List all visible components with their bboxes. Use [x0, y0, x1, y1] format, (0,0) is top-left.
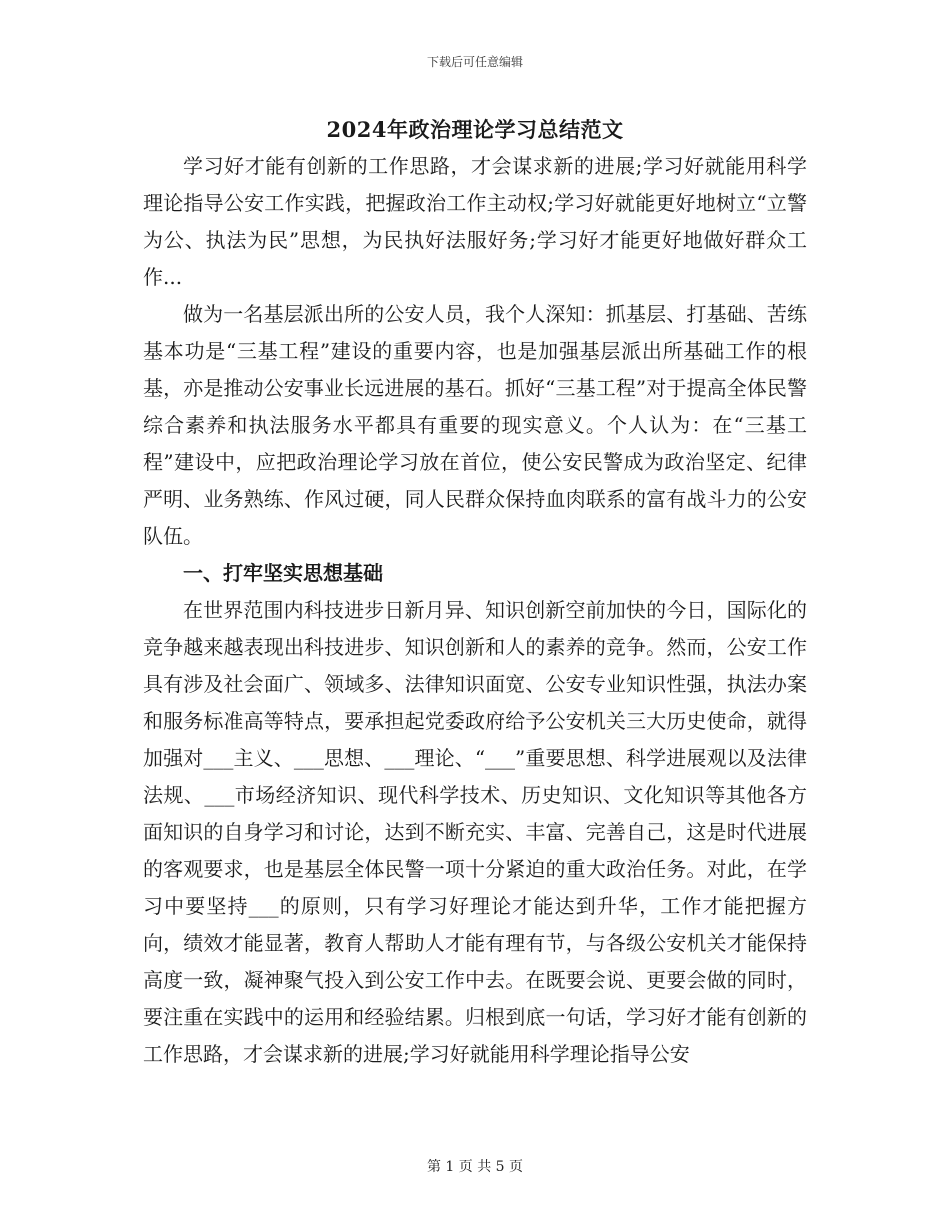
document-body: [143, 148, 807, 1073]
page-footer: 第 1 页 共 5 页: [426, 1159, 524, 1175]
section-heading: 一、打牢坚实思想基础: [183, 561, 383, 585]
page-header-note: 下载后可任意编辑: [426, 55, 523, 69]
body-paragraph: 在世界范围内科技进步日新月异、知识创新空前加快的今日，国际化的竞争越来越表现出科技进步、知识创新和人的素养的竞争。然而，公安工作具有涉及社会面广、领域多、法律知识面宽、公安专业知识性强，执法办案和服务标准高等特点，要承担起党委政府给予公安机关三大历史使命，就得加强对___主义、___思想、___理论、“___”重要思想、科学进展观以及法律法规、___市场经济知识、现代科学技术、历史知识、文化知识等其他各方面知识的自身学习和讨论，达到不断充实、丰富、完善自己，这是时代进展的客观要求，也是基层全体民警一项十分紧迫的重大政治任务。对此，在学习中要坚持___的原则，只有学习好理论才能达到升华，工作才能把握方向，绩效才能显著，教育人帮助人才能有理有节，与各级公安机关才能保持高度一致，凝神聚气投入到公安工作中去。在既要会说、更要会做的同时，要注重在实践中的运用和经验结累。归根到底一句话，学习好才能有创新的工作思路，才会谋求新的进展;学习好就能用科学理论指导公安: [143, 598, 807, 1066]
document-title: 2024年政治理论学习总结范文: [326, 117, 624, 142]
body-paragraph: 学习好才能有创新的工作思路，才会谋求新的进展;学习好就能用科学理论指导公安工作实践，把握政治工作主动权;学习好就能更好地树立“立警为公、执法为民”思想，为民执好法服好务;学习好才能更好地做好群众工作...: [143, 154, 807, 289]
body-paragraph: 做为一名基层派出所的公安人员，我个人深知：抓基层、打基础、苦练基本功是“三基工程”建设的重要内容，也是加强基层派出所基础工作的根基，亦是推动公安事业长远进展的基石。抓好“三基工程”对于提高全体民警综合素养和执法服务水平都具有重要的现实意义。个人认为：在“三基工程”建设中，应把政治理论学习放在首位，使公安民警成为政治坚定、纪律严明、业务熟练、作风过硬，同人民群众保持血肉联系的富有战斗力的公安队伍。: [143, 302, 807, 548]
